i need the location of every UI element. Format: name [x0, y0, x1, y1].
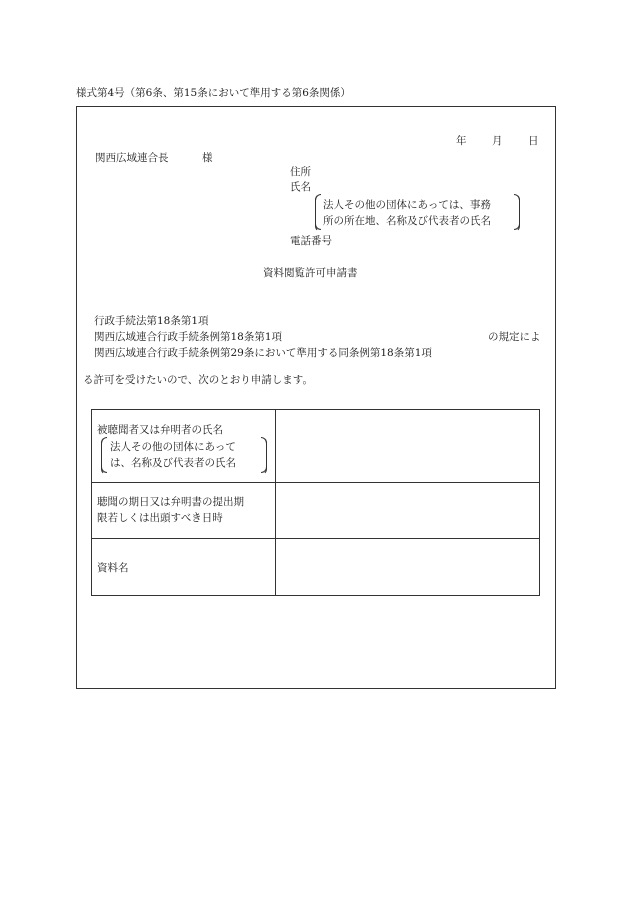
phone-label: 電話番号 — [290, 235, 332, 247]
date-year-label: 年 — [456, 135, 467, 147]
date-day-label: 日 — [528, 135, 539, 147]
legal-basis-line1: 行政手続法第18条第1項 — [94, 315, 209, 327]
organization-note-line1: 法人その他の団体にあっては、事務 — [323, 199, 491, 211]
hearing-date-value[interactable] — [276, 483, 539, 538]
hearing-date-label-line1: 聴聞の期日又は弁明書の提出期 — [97, 496, 244, 508]
document-name-value[interactable] — [276, 539, 539, 597]
organization-note-line2: 所の所在地、名称及び代表者の氏名 — [323, 215, 491, 227]
respondent-name-label: 被聴聞者又は弁明者の氏名 — [97, 424, 223, 436]
legal-basis-line2: 関西広域連合行政手続条例第18条第1項 — [94, 331, 283, 343]
address-label: 住所 — [290, 166, 311, 178]
legal-basis-line3: 関西広域連合行政手続条例第29条において準用する同条例第18条第1項 — [94, 347, 432, 359]
form-number: 様式第4号（第6条、第15条において準用する第6条関係） — [76, 87, 351, 99]
addressee-name: 関西広域連合長 — [95, 152, 169, 164]
respondent-name-value[interactable] — [276, 410, 539, 482]
respondent-note-line2: は、名称及び代表者の氏名 — [110, 457, 236, 469]
hearing-date-label-line2: 限若しくは出頭すべき日時 — [97, 512, 223, 524]
name-label: 氏名 — [290, 181, 311, 193]
document-name-label: 資料名 — [97, 562, 129, 574]
legal-basis-continuation: る許可を受けたいので、次のとおり申請します。 — [83, 374, 313, 386]
respondent-note-line1: 法人その他の団体にあって — [110, 441, 236, 453]
legal-basis-suffix: の規定によ — [488, 331, 541, 343]
document-title: 資料閲覧許可申請書 — [263, 267, 358, 279]
date-month-label: 月 — [492, 135, 503, 147]
addressee-honorific: 様 — [202, 152, 213, 164]
